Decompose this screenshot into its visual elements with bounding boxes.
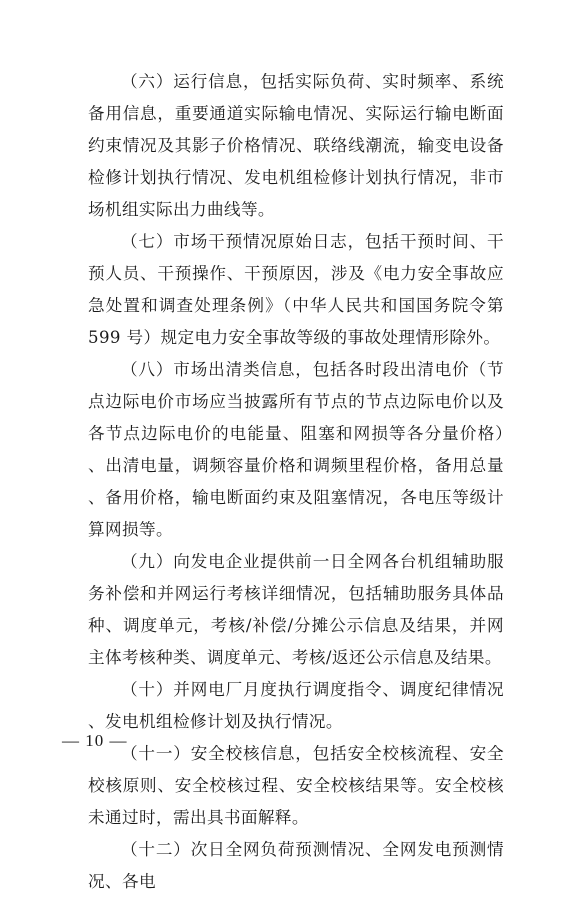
paragraph-7: （七）市场干预情况原始日志，包括干预时间、干预人员、干预操作、干预原因，涉及《电力安全事故应急处置和调查处理条例》（中华人民共和国国务院令第 599 号）规定电力安全事故等级的事故处理情形除外。 bbox=[88, 232, 504, 347]
paragraph-9: （九）向发电企业提供前一日全网各台机组辅助服务补偿和并网运行考核详细情况，包括辅助服务具体品种、调度单元，考核/补偿/分摊公示信息及结果，并网主体考核种类、调度单元、考核/返还公示信息及结果。 bbox=[88, 552, 504, 667]
paragraph-10: （十）并网电厂月度执行调度指令、调度纪律情况、发电机组检修计划及执行情况。 bbox=[88, 680, 504, 731]
paragraph-12: （十二）次日全网负荷预测情况、全网发电预测情况、各电 bbox=[88, 840, 504, 891]
page-number: — 10 — bbox=[62, 731, 128, 750]
paragraph-11: （十一）安全校核信息，包括安全校核流程、安全校核原则、安全校核过程、安全校核结果等。安全校核未通过时，需出具书面解释。 bbox=[88, 744, 504, 827]
document-body bbox=[88, 66, 504, 898]
paragraph-8: （八）市场出清类信息，包括各时段出清电价（节点边际电价市场应当披露所有节点的节点边际电价以及各节点边际电价的电能量、阻塞和网损等各分量价格）、出清电量，调频容量价格和调频里程价格，备用总量、备用价格，输电断面约束及阻塞情况，各电压等级计算网损等。 bbox=[88, 360, 504, 539]
paragraph-6: （六）运行信息，包括实际负荷、实时频率、系统备用信息，重要通道实际输电情况、实际运行输电断面约束情况及其影子价格情况、联络线潮流，输变电设备检修计划执行情况、发电机组检修计划执行情况，非市场机组实际出力曲线等。 bbox=[88, 72, 504, 219]
